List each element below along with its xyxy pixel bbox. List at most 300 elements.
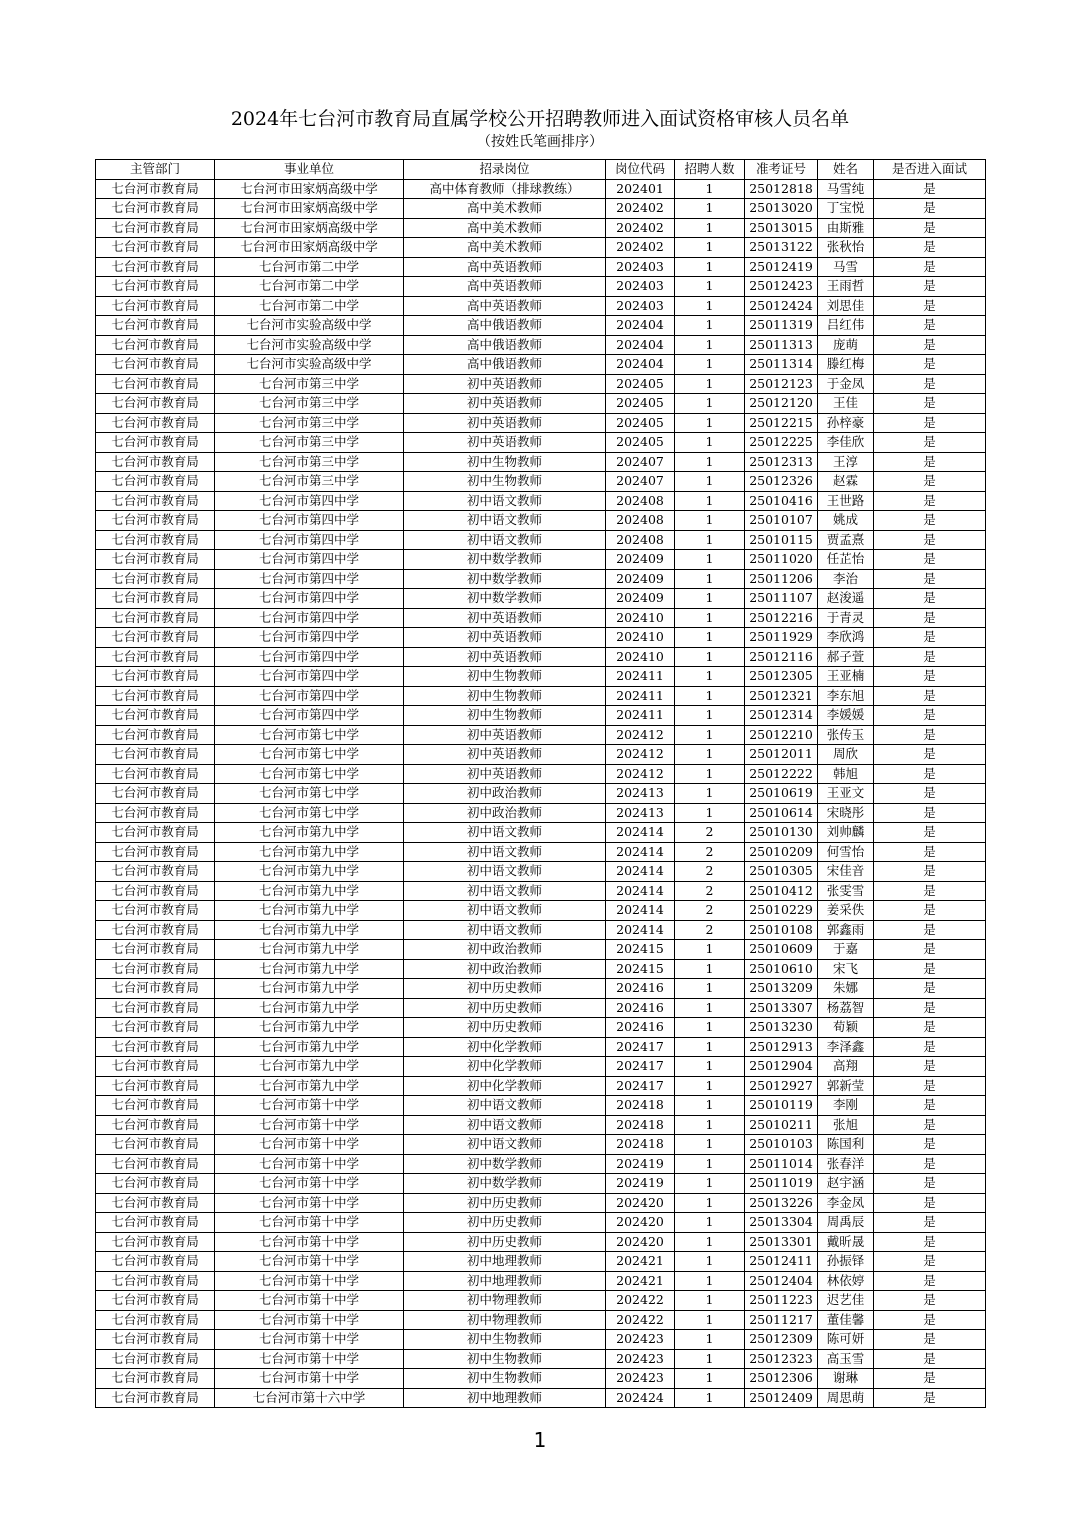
cell-department: 七台河市教育局 xyxy=(96,745,215,765)
table-row xyxy=(96,1135,986,1155)
cell-name: 张旭 xyxy=(818,1115,874,1135)
cell-department: 七台河市教育局 xyxy=(96,901,215,921)
cell-interview: 是 xyxy=(874,1057,986,1077)
cell-position: 初中地理教师 xyxy=(404,1271,606,1291)
cell-unit: 七台河市第四中学 xyxy=(215,530,404,550)
cell-exam-number: 25010305 xyxy=(745,862,818,882)
cell-name: 韩旭 xyxy=(818,764,874,784)
cell-unit: 七台河市第九中学 xyxy=(215,1057,404,1077)
cell-position: 初中数学教师 xyxy=(404,550,606,570)
cell-department: 七台河市教育局 xyxy=(96,452,215,472)
cell-interview: 是 xyxy=(874,179,986,199)
cell-position-code: 202421 xyxy=(606,1271,675,1291)
cell-name: 李泽鑫 xyxy=(818,1037,874,1057)
cell-name: 高玉雪 xyxy=(818,1349,874,1369)
cell-hire-count: 1 xyxy=(675,1193,745,1213)
cell-position-code: 202404 xyxy=(606,316,675,336)
cell-name: 董佳馨 xyxy=(818,1310,874,1330)
cell-hire-count: 1 xyxy=(675,1115,745,1135)
cell-position: 初中历史教师 xyxy=(404,1018,606,1038)
cell-exam-number: 25012419 xyxy=(745,257,818,277)
cell-name: 姚成 xyxy=(818,511,874,531)
cell-unit: 七台河市第十中学 xyxy=(215,1310,404,1330)
cell-department: 七台河市教育局 xyxy=(96,998,215,1018)
cell-position: 初中英语教师 xyxy=(404,647,606,667)
cell-interview: 是 xyxy=(874,316,986,336)
cell-position-code: 202420 xyxy=(606,1213,675,1233)
cell-exam-number: 25013301 xyxy=(745,1232,818,1252)
cell-exam-number: 25010619 xyxy=(745,784,818,804)
cell-name: 高翔 xyxy=(818,1057,874,1077)
cell-position-code: 202409 xyxy=(606,550,675,570)
cell-name: 郭新莹 xyxy=(818,1076,874,1096)
cell-position: 初中英语教师 xyxy=(404,628,606,648)
cell-department: 七台河市教育局 xyxy=(96,257,215,277)
cell-interview: 是 xyxy=(874,803,986,823)
cell-position-code: 202415 xyxy=(606,940,675,960)
cell-unit: 七台河市第十中学 xyxy=(215,1174,404,1194)
table-row xyxy=(96,1096,986,1116)
cell-unit: 七台河市第九中学 xyxy=(215,1076,404,1096)
cell-department: 七台河市教育局 xyxy=(96,706,215,726)
cell-interview: 是 xyxy=(874,1096,986,1116)
cell-interview: 是 xyxy=(874,1037,986,1057)
cell-exam-number: 25012215 xyxy=(745,413,818,433)
cell-hire-count: 1 xyxy=(675,940,745,960)
cell-position-code: 202405 xyxy=(606,394,675,414)
cell-exam-number: 25013209 xyxy=(745,979,818,999)
cell-hire-count: 1 xyxy=(675,550,745,570)
cell-unit: 七台河市第十中学 xyxy=(215,1369,404,1389)
cell-department: 七台河市教育局 xyxy=(96,316,215,336)
cell-name: 于嘉 xyxy=(818,940,874,960)
cell-interview: 是 xyxy=(874,1115,986,1135)
cell-unit: 七台河市第九中学 xyxy=(215,979,404,999)
cell-position-code: 202422 xyxy=(606,1310,675,1330)
cell-name: 姜采佚 xyxy=(818,901,874,921)
cell-position: 初中数学教师 xyxy=(404,569,606,589)
cell-name: 于青灵 xyxy=(818,608,874,628)
cell-hire-count: 1 xyxy=(675,1232,745,1252)
cell-position: 高中俄语教师 xyxy=(404,355,606,375)
cell-hire-count: 1 xyxy=(675,1037,745,1057)
cell-exam-number: 25012313 xyxy=(745,452,818,472)
cell-interview: 是 xyxy=(874,1135,986,1155)
cell-position-code: 202409 xyxy=(606,589,675,609)
cell-hire-count: 1 xyxy=(675,1310,745,1330)
cell-department: 七台河市教育局 xyxy=(96,628,215,648)
table-row xyxy=(96,238,986,258)
cell-department: 七台河市教育局 xyxy=(96,335,215,355)
table-row xyxy=(96,1057,986,1077)
cell-hire-count: 2 xyxy=(675,823,745,843)
cell-unit: 七台河市第十中学 xyxy=(215,1135,404,1155)
cell-name: 张春洋 xyxy=(818,1154,874,1174)
cell-unit: 七台河市田家炳高级中学 xyxy=(215,199,404,219)
cell-position: 初中英语教师 xyxy=(404,374,606,394)
cell-interview: 是 xyxy=(874,1252,986,1272)
cell-hire-count: 1 xyxy=(675,1271,745,1291)
cell-exam-number: 25010107 xyxy=(745,511,818,531)
cell-position: 初中化学教师 xyxy=(404,1076,606,1096)
table-row xyxy=(96,199,986,219)
cell-department: 七台河市教育局 xyxy=(96,550,215,570)
cell-department: 七台河市教育局 xyxy=(96,1154,215,1174)
cell-position-code: 202402 xyxy=(606,218,675,238)
table-row xyxy=(96,803,986,823)
cell-interview: 是 xyxy=(874,374,986,394)
cell-unit: 七台河市第三中学 xyxy=(215,433,404,453)
cell-unit: 七台河市第九中学 xyxy=(215,998,404,1018)
table-row xyxy=(96,920,986,940)
cell-interview: 是 xyxy=(874,959,986,979)
cell-name: 孙梓豪 xyxy=(818,413,874,433)
cell-hire-count: 1 xyxy=(675,569,745,589)
cell-hire-count: 1 xyxy=(675,355,745,375)
cell-exam-number: 25012309 xyxy=(745,1330,818,1350)
cell-hire-count: 1 xyxy=(675,998,745,1018)
cell-exam-number: 25012116 xyxy=(745,647,818,667)
cell-department: 七台河市教育局 xyxy=(96,823,215,843)
cell-exam-number: 25011206 xyxy=(745,569,818,589)
table-row xyxy=(96,1271,986,1291)
cell-name: 郭鑫雨 xyxy=(818,920,874,940)
cell-position: 初中语文教师 xyxy=(404,842,606,862)
cell-unit: 七台河市第十中学 xyxy=(215,1252,404,1272)
cell-hire-count: 1 xyxy=(675,1330,745,1350)
table-row xyxy=(96,1232,986,1252)
cell-position-code: 202416 xyxy=(606,979,675,999)
table-row xyxy=(96,608,986,628)
table-row xyxy=(96,472,986,492)
table-row xyxy=(96,1154,986,1174)
cell-position: 初中语文教师 xyxy=(404,491,606,511)
cell-department: 七台河市教育局 xyxy=(96,725,215,745)
table-row xyxy=(96,1252,986,1272)
table-row xyxy=(96,316,986,336)
cell-exam-number: 25012011 xyxy=(745,745,818,765)
cell-unit: 七台河市第十中学 xyxy=(215,1193,404,1213)
cell-interview: 是 xyxy=(874,1154,986,1174)
cell-unit: 七台河市第九中学 xyxy=(215,940,404,960)
cell-hire-count: 1 xyxy=(675,647,745,667)
candidate-table xyxy=(95,159,986,1408)
cell-name: 李欣鸿 xyxy=(818,628,874,648)
cell-name: 马雪 xyxy=(818,257,874,277)
cell-name: 马雪纯 xyxy=(818,179,874,199)
cell-position: 初中历史教师 xyxy=(404,998,606,1018)
table-row xyxy=(96,1349,986,1369)
cell-position: 初中英语教师 xyxy=(404,433,606,453)
table-row xyxy=(96,1330,986,1350)
table-row xyxy=(96,296,986,316)
cell-department: 七台河市教育局 xyxy=(96,667,215,687)
cell-interview: 是 xyxy=(874,296,986,316)
cell-exam-number: 25010103 xyxy=(745,1135,818,1155)
header-exam-number: 准考证号 xyxy=(745,160,818,180)
table-row xyxy=(96,1291,986,1311)
cell-exam-number: 25011014 xyxy=(745,1154,818,1174)
cell-exam-number: 25012123 xyxy=(745,374,818,394)
cell-name: 陈可妍 xyxy=(818,1330,874,1350)
cell-department: 七台河市教育局 xyxy=(96,959,215,979)
cell-department: 七台河市教育局 xyxy=(96,218,215,238)
cell-interview: 是 xyxy=(874,1018,986,1038)
cell-position: 初中语文教师 xyxy=(404,530,606,550)
cell-hire-count: 1 xyxy=(675,784,745,804)
cell-exam-number: 25011217 xyxy=(745,1310,818,1330)
cell-department: 七台河市教育局 xyxy=(96,1388,215,1408)
cell-position-code: 202419 xyxy=(606,1174,675,1194)
cell-exam-number: 25010412 xyxy=(745,881,818,901)
cell-position-code: 202413 xyxy=(606,803,675,823)
table-row xyxy=(96,823,986,843)
cell-hire-count: 1 xyxy=(675,1174,745,1194)
cell-name: 周欣 xyxy=(818,745,874,765)
cell-hire-count: 1 xyxy=(675,1018,745,1038)
cell-hire-count: 1 xyxy=(675,530,745,550)
cell-position: 高中英语教师 xyxy=(404,257,606,277)
cell-position-code: 202402 xyxy=(606,199,675,219)
cell-hire-count: 2 xyxy=(675,862,745,882)
cell-unit: 七台河市第四中学 xyxy=(215,491,404,511)
table-row xyxy=(96,901,986,921)
cell-unit: 七台河市第四中学 xyxy=(215,647,404,667)
header-department: 主管部门 xyxy=(96,160,215,180)
cell-position-code: 202405 xyxy=(606,374,675,394)
cell-name: 谢琳 xyxy=(818,1369,874,1389)
table-row xyxy=(96,842,986,862)
cell-position-code: 202407 xyxy=(606,452,675,472)
cell-position-code: 202410 xyxy=(606,647,675,667)
cell-department: 七台河市教育局 xyxy=(96,881,215,901)
cell-position: 初中生物教师 xyxy=(404,472,606,492)
cell-unit: 七台河市田家炳高级中学 xyxy=(215,179,404,199)
cell-exam-number: 25012409 xyxy=(745,1388,818,1408)
cell-position-code: 202401 xyxy=(606,179,675,199)
cell-name: 由斯雅 xyxy=(818,218,874,238)
cell-interview: 是 xyxy=(874,472,986,492)
table-row xyxy=(96,1115,986,1135)
cell-interview: 是 xyxy=(874,491,986,511)
cell-unit: 七台河市第十六中学 xyxy=(215,1388,404,1408)
cell-hire-count: 1 xyxy=(675,433,745,453)
cell-position-code: 202422 xyxy=(606,1291,675,1311)
cell-interview: 是 xyxy=(874,394,986,414)
cell-name: 王雨哲 xyxy=(818,277,874,297)
cell-unit: 七台河市第四中学 xyxy=(215,686,404,706)
cell-interview: 是 xyxy=(874,569,986,589)
cell-hire-count: 1 xyxy=(675,179,745,199)
cell-department: 七台河市教育局 xyxy=(96,1369,215,1389)
cell-position-code: 202417 xyxy=(606,1037,675,1057)
cell-position: 初中物理教师 xyxy=(404,1310,606,1330)
cell-position-code: 202412 xyxy=(606,725,675,745)
cell-unit: 七台河市第九中学 xyxy=(215,881,404,901)
cell-department: 七台河市教育局 xyxy=(96,842,215,862)
cell-name: 任芷怡 xyxy=(818,550,874,570)
cell-exam-number: 25012306 xyxy=(745,1369,818,1389)
cell-name: 李媛媛 xyxy=(818,706,874,726)
cell-unit: 七台河市第四中学 xyxy=(215,569,404,589)
cell-hire-count: 1 xyxy=(675,218,745,238)
cell-exam-number: 25010119 xyxy=(745,1096,818,1116)
header-row xyxy=(96,160,986,180)
cell-hire-count: 1 xyxy=(675,628,745,648)
cell-position: 初中英语教师 xyxy=(404,745,606,765)
cell-interview: 是 xyxy=(874,1193,986,1213)
cell-hire-count: 1 xyxy=(675,725,745,745)
cell-position-code: 202423 xyxy=(606,1369,675,1389)
cell-interview: 是 xyxy=(874,257,986,277)
cell-hire-count: 1 xyxy=(675,1388,745,1408)
cell-unit: 七台河市第三中学 xyxy=(215,413,404,433)
cell-interview: 是 xyxy=(874,940,986,960)
cell-interview: 是 xyxy=(874,452,986,472)
cell-hire-count: 1 xyxy=(675,1369,745,1389)
cell-department: 七台河市教育局 xyxy=(96,1018,215,1038)
cell-hire-count: 1 xyxy=(675,959,745,979)
table-row xyxy=(96,1213,986,1233)
cell-department: 七台河市教育局 xyxy=(96,530,215,550)
cell-unit: 七台河市第九中学 xyxy=(215,862,404,882)
cell-position: 初中英语教师 xyxy=(404,608,606,628)
cell-interview: 是 xyxy=(874,881,986,901)
cell-position: 初中历史教师 xyxy=(404,1232,606,1252)
cell-unit: 七台河市第九中学 xyxy=(215,901,404,921)
cell-unit: 七台河市田家炳高级中学 xyxy=(215,218,404,238)
cell-interview: 是 xyxy=(874,1271,986,1291)
cell-hire-count: 1 xyxy=(675,1154,745,1174)
cell-unit: 七台河市第十中学 xyxy=(215,1115,404,1135)
cell-position-code: 202407 xyxy=(606,472,675,492)
cell-name: 李东旭 xyxy=(818,686,874,706)
cell-interview: 是 xyxy=(874,277,986,297)
cell-department: 七台河市教育局 xyxy=(96,1349,215,1369)
cell-exam-number: 25011223 xyxy=(745,1291,818,1311)
cell-department: 七台河市教育局 xyxy=(96,277,215,297)
cell-department: 七台河市教育局 xyxy=(96,1057,215,1077)
table-row xyxy=(96,530,986,550)
cell-exam-number: 25012904 xyxy=(745,1057,818,1077)
table-row xyxy=(96,335,986,355)
cell-hire-count: 2 xyxy=(675,842,745,862)
table-row xyxy=(96,764,986,784)
cell-department: 七台河市教育局 xyxy=(96,1232,215,1252)
table-row xyxy=(96,452,986,472)
cell-exam-number: 25012323 xyxy=(745,1349,818,1369)
cell-exam-number: 25012314 xyxy=(745,706,818,726)
cell-name: 王亚楠 xyxy=(818,667,874,687)
cell-unit: 七台河市实验高级中学 xyxy=(215,335,404,355)
cell-interview: 是 xyxy=(874,238,986,258)
cell-hire-count: 1 xyxy=(675,452,745,472)
table-row xyxy=(96,589,986,609)
cell-position: 初中语文教师 xyxy=(404,1135,606,1155)
cell-name: 李治 xyxy=(818,569,874,589)
cell-department: 七台河市教育局 xyxy=(96,1174,215,1194)
cell-department: 七台河市教育局 xyxy=(96,1271,215,1291)
cell-position-code: 202402 xyxy=(606,238,675,258)
cell-name: 王亚文 xyxy=(818,784,874,804)
table-row xyxy=(96,647,986,667)
cell-name: 周思萌 xyxy=(818,1388,874,1408)
cell-position: 高中英语教师 xyxy=(404,277,606,297)
cell-unit: 七台河市第十中学 xyxy=(215,1213,404,1233)
cell-exam-number: 25012927 xyxy=(745,1076,818,1096)
cell-department: 七台河市教育局 xyxy=(96,1310,215,1330)
cell-position-code: 202410 xyxy=(606,608,675,628)
page-number: 1 xyxy=(533,1428,547,1452)
cell-unit: 七台河市第二中学 xyxy=(215,296,404,316)
cell-unit: 七台河市第三中学 xyxy=(215,472,404,492)
cell-position: 初中语文教师 xyxy=(404,901,606,921)
cell-unit: 七台河市第九中学 xyxy=(215,1018,404,1038)
cell-unit: 七台河市第十中学 xyxy=(215,1232,404,1252)
cell-name: 林依婷 xyxy=(818,1271,874,1291)
cell-department: 七台河市教育局 xyxy=(96,238,215,258)
cell-department: 七台河市教育局 xyxy=(96,862,215,882)
cell-department: 七台河市教育局 xyxy=(96,1291,215,1311)
cell-name: 杨荔智 xyxy=(818,998,874,1018)
cell-hire-count: 1 xyxy=(675,1213,745,1233)
cell-department: 七台河市教育局 xyxy=(96,803,215,823)
cell-department: 七台河市教育局 xyxy=(96,394,215,414)
cell-hire-count: 1 xyxy=(675,1349,745,1369)
cell-hire-count: 1 xyxy=(675,667,745,687)
cell-position-code: 202423 xyxy=(606,1330,675,1350)
table-row xyxy=(96,491,986,511)
cell-position: 初中生物教师 xyxy=(404,1330,606,1350)
cell-interview: 是 xyxy=(874,1349,986,1369)
header-interview: 是否进入面试 xyxy=(874,160,986,180)
cell-position-code: 202418 xyxy=(606,1135,675,1155)
cell-position: 初中生物教师 xyxy=(404,706,606,726)
cell-department: 七台河市教育局 xyxy=(96,764,215,784)
cell-interview: 是 xyxy=(874,355,986,375)
cell-exam-number: 25011929 xyxy=(745,628,818,648)
cell-interview: 是 xyxy=(874,1213,986,1233)
cell-position-code: 202403 xyxy=(606,257,675,277)
cell-unit: 七台河市田家炳高级中学 xyxy=(215,238,404,258)
cell-exam-number: 25010108 xyxy=(745,920,818,940)
cell-exam-number: 25011107 xyxy=(745,589,818,609)
cell-hire-count: 1 xyxy=(675,1076,745,1096)
cell-position-code: 202411 xyxy=(606,667,675,687)
cell-hire-count: 2 xyxy=(675,881,745,901)
cell-interview: 是 xyxy=(874,218,986,238)
cell-position: 初中生物教师 xyxy=(404,667,606,687)
cell-position: 初中语文教师 xyxy=(404,862,606,882)
cell-interview: 是 xyxy=(874,1232,986,1252)
cell-exam-number: 25011319 xyxy=(745,316,818,336)
cell-position: 初中英语教师 xyxy=(404,764,606,784)
cell-exam-number: 25010211 xyxy=(745,1115,818,1135)
cell-hire-count: 2 xyxy=(675,920,745,940)
cell-department: 七台河市教育局 xyxy=(96,1115,215,1135)
cell-interview: 是 xyxy=(874,511,986,531)
cell-interview: 是 xyxy=(874,647,986,667)
cell-hire-count: 1 xyxy=(675,277,745,297)
cell-name: 庞萌 xyxy=(818,335,874,355)
cell-exam-number: 25012818 xyxy=(745,179,818,199)
cell-position: 初中政治教师 xyxy=(404,803,606,823)
cell-exam-number: 25010610 xyxy=(745,959,818,979)
cell-position: 初中英语教师 xyxy=(404,413,606,433)
cell-exam-number: 25012321 xyxy=(745,686,818,706)
cell-unit: 七台河市第七中学 xyxy=(215,745,404,765)
cell-exam-number: 25010115 xyxy=(745,530,818,550)
